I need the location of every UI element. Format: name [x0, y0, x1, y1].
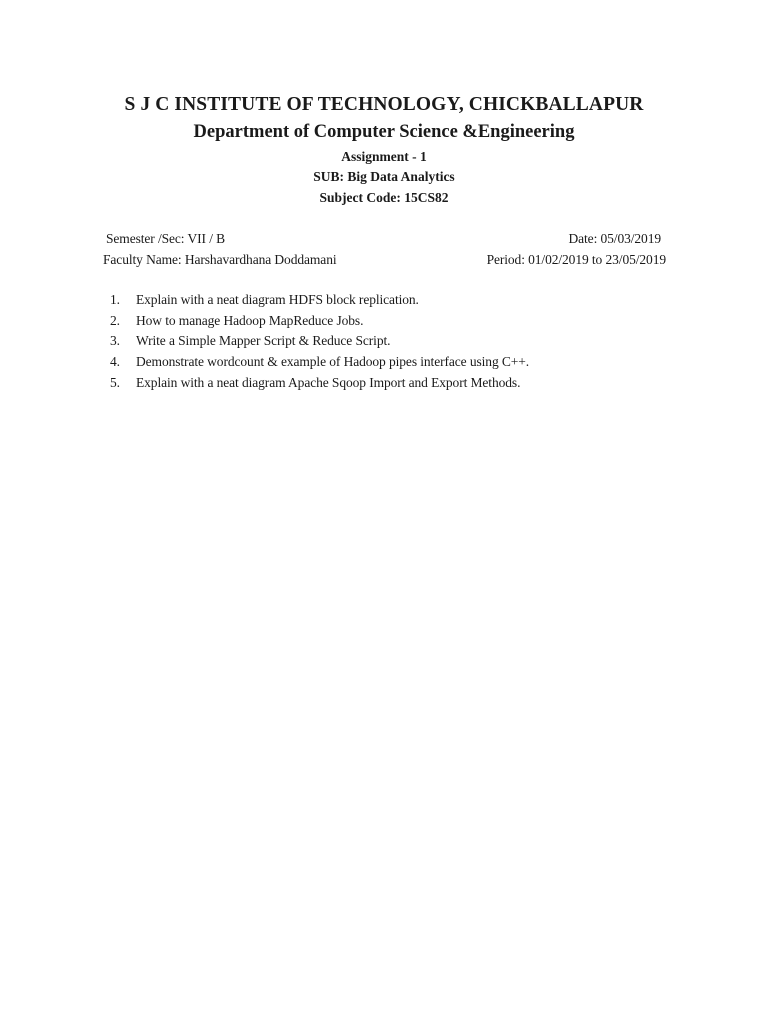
question-text: Write a Simple Mapper Script & Reduce Script.	[136, 333, 391, 349]
question-number: 2.	[110, 312, 120, 328]
question-item	[110, 313, 529, 334]
institute-title: S J C INSTITUTE OF TECHNOLOGY, CHICKBALLAPUR	[124, 94, 644, 115]
assignment-date: Date: 05/03/2019	[568, 231, 661, 246]
question-number: 5.	[110, 374, 120, 390]
subject-line: SUB: Big Data Analytics	[313, 169, 455, 184]
department-title: Department of Computer Science &Engineering	[193, 122, 575, 142]
faculty-name: Faculty Name: Harshavardhana Doddamani	[103, 252, 337, 267]
question-item	[110, 375, 529, 396]
question-number: 1.	[110, 292, 120, 307]
question-item	[110, 333, 529, 354]
assignment-title: Assignment - 1	[341, 149, 427, 164]
assignment-period: Period: 01/02/2019 to 23/05/2019	[486, 252, 666, 267]
subject-code: Subject Code: 15CS82	[319, 190, 449, 205]
question-number: 3.	[110, 333, 120, 349]
question-item	[110, 292, 529, 313]
question-number: 4.	[110, 354, 120, 370]
semester-section: Semester /Sec: VII / B	[106, 231, 226, 246]
question-text: How to manage Hadoop MapReduce Jobs.	[136, 312, 364, 328]
question-item	[110, 354, 529, 375]
question-text: Explain with a neat diagram HDFS block replication.	[136, 292, 419, 307]
question-text: Explain with a neat diagram Apache Sqoop Import and Export Methods.	[136, 374, 521, 390]
question-text: Demonstrate wordcount & example of Hadoop pipes interface using C++.	[136, 354, 530, 370]
question-list	[110, 292, 529, 395]
